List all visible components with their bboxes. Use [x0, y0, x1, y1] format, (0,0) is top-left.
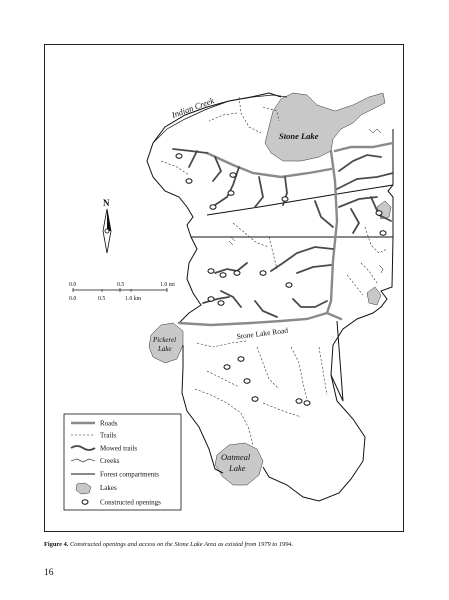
map-frame	[44, 44, 404, 532]
trail	[361, 263, 377, 283]
opening-marker	[224, 365, 230, 370]
legend	[64, 414, 181, 510]
scale-bar	[69, 282, 175, 302]
opening-marker	[220, 273, 226, 278]
opening-marker	[296, 399, 302, 404]
compartment-line-4	[331, 321, 343, 401]
oatmeal-lake-label-2: Lake	[229, 463, 246, 473]
scale-km-tick-2: 1.0 km	[125, 296, 142, 302]
north-arrow-letter: N	[103, 198, 110, 208]
opening-marker	[208, 297, 214, 302]
mowed-trail	[293, 299, 327, 307]
page-number: 16	[44, 568, 54, 578]
pickerel-lake-label-2: Lake	[158, 345, 172, 353]
mowed-trail	[255, 177, 263, 207]
trail	[209, 113, 237, 121]
small-lake-east-1	[377, 201, 391, 219]
mowed-trails	[173, 149, 393, 317]
mowed-trail	[297, 265, 331, 273]
stone-lake-road-label: Stone Lake Road	[236, 325, 289, 341]
pickerel-lake-label-1: Pickerel	[153, 336, 177, 344]
mowed-trail	[351, 209, 359, 233]
legend-compartments-label: Forest compartments	[100, 470, 159, 479]
mowed-trail	[173, 149, 207, 153]
trail	[319, 347, 327, 395]
mowed-trail	[203, 297, 229, 303]
stone-lake-shape	[265, 93, 385, 161]
trail	[347, 275, 363, 295]
mowed-trail	[271, 247, 333, 271]
scale-mi-tick-2: 1.0 mi	[160, 282, 175, 288]
creek-mark	[229, 237, 235, 245]
figure-label: Figure 4.	[44, 541, 69, 548]
figure-caption	[44, 541, 424, 549]
road-north-south	[327, 151, 337, 313]
opening-marker	[282, 197, 288, 202]
north-arrow	[103, 198, 111, 253]
mowed-trail	[213, 157, 221, 181]
stone-lake-label: Stone Lake	[279, 131, 319, 141]
scale-mi-tick-1: 0.5	[117, 282, 125, 288]
trail	[257, 347, 279, 389]
mowed-trail	[255, 301, 277, 317]
trail	[263, 403, 301, 417]
trail	[207, 371, 239, 387]
opening-marker	[260, 271, 266, 276]
compartment-line-1	[207, 185, 393, 215]
small-lake-east-2	[367, 287, 381, 305]
opening-marker	[176, 154, 182, 159]
mowed-trail	[315, 201, 333, 227]
opening-marker	[238, 357, 244, 362]
forest-compartments	[191, 185, 393, 401]
legend-trails-label: Trails	[100, 431, 117, 440]
opening-marker	[252, 397, 258, 402]
scale-mi-tick-0: 0.0	[69, 282, 77, 288]
trail	[161, 161, 189, 175]
mowed-trail	[339, 155, 381, 171]
figure-caption-text: Constructed openings and access on the Stone Lake Area as existed from 1979 to 1994.	[70, 541, 294, 548]
legend-lakes-label: Lakes	[100, 484, 117, 492]
road-east-spur	[335, 143, 393, 151]
creek-mark	[369, 129, 381, 133]
trail	[197, 341, 247, 347]
trail	[291, 347, 307, 399]
scale-km-tick-1: 0.5	[98, 296, 106, 302]
opening-marker	[208, 269, 214, 274]
legend-mowed-label: Mowed trails	[100, 444, 138, 453]
trail	[269, 237, 277, 269]
legend-creeks-label: Creeks	[100, 457, 120, 465]
opening-marker	[234, 271, 240, 276]
opening-marker	[186, 179, 192, 184]
opening-marker	[230, 173, 236, 178]
creek-mark	[379, 265, 383, 273]
scale-km-tick-0: 0.0	[69, 296, 77, 302]
legend-roads-label: Roads	[100, 419, 118, 428]
trail	[239, 97, 261, 133]
legend-box	[64, 414, 181, 510]
opening-marker	[244, 379, 250, 384]
oatmeal-lake-label-1: Oatmeal	[221, 452, 251, 462]
stone-lake-road-line	[179, 313, 341, 325]
opening-marker	[228, 191, 234, 196]
mowed-trail	[215, 263, 247, 273]
stone-lake-map	[45, 45, 403, 531]
indian-creek-label: Indian Creek	[170, 95, 216, 120]
opening-marker	[304, 401, 310, 406]
opening-marker	[380, 231, 386, 236]
opening-marker	[286, 283, 292, 288]
area-boundary	[147, 93, 393, 501]
north-arrow-center-icon	[105, 229, 109, 233]
trail	[233, 223, 269, 247]
opening-marker	[218, 301, 224, 306]
legend-openings-label: Constructed openings	[100, 498, 161, 507]
mowed-trail	[189, 151, 197, 167]
opening-marker	[376, 211, 382, 216]
opening-marker	[210, 205, 216, 210]
legend-opening-symbol	[82, 500, 88, 505]
